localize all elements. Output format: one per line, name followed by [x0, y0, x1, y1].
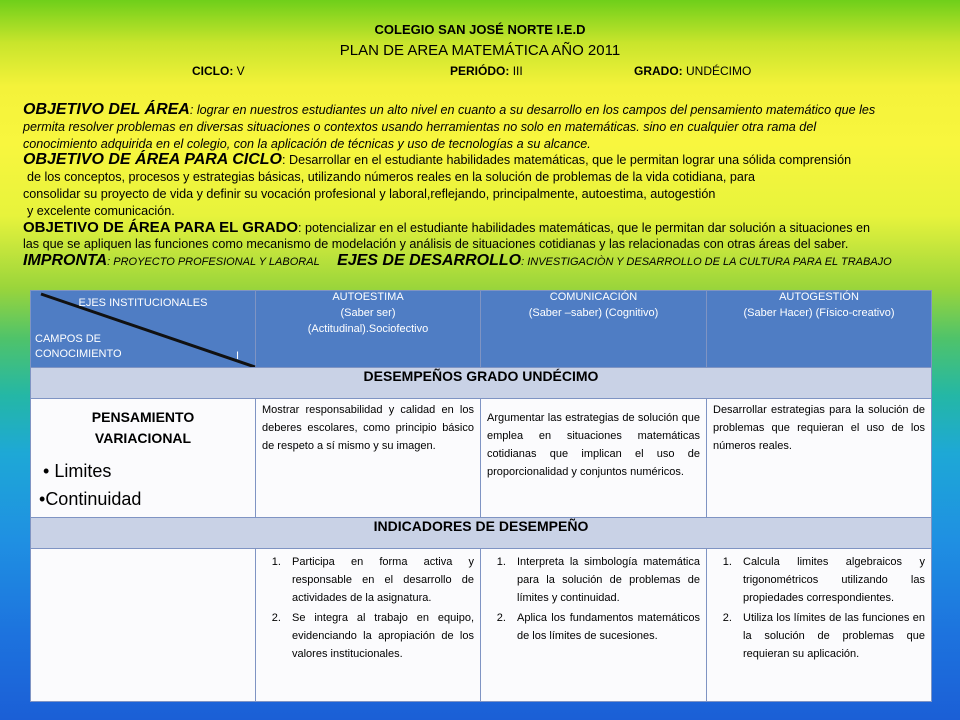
objectives-section — [23, 102, 935, 271]
col-header-autogestion — [707, 291, 932, 368]
indicadores-autogestion — [707, 549, 932, 702]
periodo-value: III — [512, 64, 523, 78]
indicadores-band: INDICADORES DE DESEMPEÑO — [31, 518, 932, 549]
impronta-value: : PROYECTO PROFESIONAL Y LABORAL — [107, 256, 320, 269]
objetivo-grado-line: : potencializar en el estudiante habilidades matemáticas, que le permitan dar solución a situaciones en — [298, 220, 871, 235]
objetivo-grado-line: las que se apliquen las funciones como mecanismo de modelación y análisis de situaciones cotidianas y las relacionadas con otras áreas del saber. — [23, 237, 849, 252]
objetivo-ciclo-line: de los conceptos, procesos y estrategias básicas, utilizando números reales en la solución de problemas de la vida cotidiana, para — [27, 170, 756, 185]
impronta-title: IMPRONTA — [23, 252, 108, 270]
ejes-desarrollo-title: EJES DE DESARROLLO — [337, 252, 522, 270]
list-item: 1. Participa en forma activa y responsable en el desarrollo de actividades de la asignatura. — [284, 553, 480, 607]
objetivo-ciclo-line: : Desarrollar en el estudiante habilidades matemáticas, que le permitan lograr una sólida comprensión — [281, 153, 852, 168]
objetivo-ciclo-line: y excelente comunicación. — [27, 203, 175, 218]
list-item: 2. Utiliza los límites de las funciones en la solución de problemas que requieran su aplicación. — [735, 609, 931, 663]
ejes-institucionales-label: EJES INSTITUCIONALES — [78, 297, 208, 309]
col-header-autoestima — [256, 291, 481, 368]
campo-list — [31, 457, 255, 513]
campo-item: • Limites — [43, 461, 112, 481]
desempenos-row — [31, 399, 932, 518]
col-header-title: AUTOGESTIÓN — [779, 291, 859, 303]
ciclo-label: CICLO: — [192, 64, 234, 78]
periodo-label: PERIÓDO: — [450, 64, 510, 78]
list-item: 1. Calcula limites algebraicos y trigonométricos utilizando las propiedades correspondientes. — [735, 553, 931, 607]
objetivo-area-line: : lograr en nuestros estudiantes un alto nivel en cuanto a su desarrollo en los campos del pensamiento matemático que les — [189, 103, 876, 117]
table-header-row — [31, 291, 932, 368]
plan-table — [30, 290, 932, 702]
desempenos-band-row — [31, 368, 932, 399]
desempeno-autoestima: Mostrar responsabilidad y calidad en los deberes escolares, como principio básico de respeto a sí mismo y su imagen. — [256, 399, 481, 518]
objetivo-area-line: permita resolver problemas en diversas situaciones o contextos usando herramientas no solo en matemáticas. sino en cualquier otra rama del — [23, 119, 817, 134]
col-header-sub: (Actitudinal).Sociofectivo — [307, 323, 429, 335]
plan-title: PLAN DE AREA MATEMÁTICA AÑO 2011 — [339, 42, 621, 59]
ciclo-value: V — [236, 64, 245, 78]
objetivo-area-title: OBJETIVO DEL ÁREA — [23, 101, 190, 118]
ciclo-info — [192, 64, 245, 78]
desempenos-band: DESEMPEÑOS GRADO UNDÉCIMO — [31, 368, 932, 399]
campo-title: PENSAMIENTO VARIACIONAL — [91, 409, 195, 446]
col-header-title: COMUNICACIÓN — [549, 291, 638, 303]
col-header-comunicacion — [481, 291, 707, 368]
col-header-title: AUTOESTIMA — [332, 291, 404, 303]
desempeno-comunicacion: Argumentar las estrategias de solución que emplea en situaciones matemáticas cotidianas que implican el uso de proporcionalidad y conjuntos numéricos. — [481, 399, 707, 518]
periodo-info — [450, 64, 523, 78]
col-header-sub: (Saber –saber) (Cognitivo) — [528, 307, 659, 319]
school-name: COLEGIO SAN JOSÉ NORTE I.E.D — [374, 22, 586, 37]
col-header-sub: (Saber Hacer) (Físico-creativo) — [743, 307, 895, 319]
objetivo-ciclo-title: OBJETIVO DE ÁREA PARA CICLO — [23, 151, 282, 169]
corner-header-cell — [31, 291, 256, 368]
grado-label: GRADO: — [634, 64, 683, 78]
objetivo-ciclo-line: consolidar su proyecto de vida y definir su vocación profesional y laboral,reflejando, principalmente, autoestima, autogestión — [23, 186, 716, 201]
indicadores-empty-cell — [31, 549, 256, 702]
grado-info — [634, 64, 751, 78]
indicadores-autoestima — [256, 549, 481, 702]
campo-item-label: Limites — [54, 461, 112, 481]
corner-pipe: I — [235, 350, 239, 362]
campo-item-label: Continuidad — [45, 489, 142, 509]
list-item: 1. Interpreta la simbología matemática para la solución de problemas de límites y continuidad. — [509, 553, 706, 607]
indicadores-row — [31, 549, 932, 702]
desempeno-autogestion: Desarrollar estrategias para la solución de problemas que requieran el uso de los números reales. — [707, 399, 932, 518]
campos-conocimiento-label: CAMPOS DE CONOCIMIENTO — [35, 333, 122, 360]
indicadores-band-row — [31, 518, 932, 549]
col-header-sub: (Saber ser) — [340, 307, 396, 319]
list-item: 2. Aplica los fundamentos matemáticos de los límites de sucesiones. — [509, 609, 706, 645]
campo-cell — [31, 399, 256, 518]
campo-item: •Continuidad — [39, 489, 142, 509]
list-item: 2. Se integra al trabajo en equipo, evidenciando la apropiación de los valores institucionales. — [284, 609, 480, 663]
ejes-desarrollo-value: : INVESTIGACIÒN Y DESARROLLO DE LA CULTURA PARA EL TRABAJO — [521, 256, 892, 269]
objetivo-area-line: conocimiento adquirida en el colegio, con la aplicación de técnicas y uso de tecnologías a su alcance. — [23, 136, 591, 151]
grado-value: UNDÉCIMO — [686, 64, 752, 78]
objetivo-grado-title: OBJETIVO DE ÁREA PARA EL GRADO — [23, 218, 299, 236]
indicadores-comunicacion — [481, 549, 707, 702]
